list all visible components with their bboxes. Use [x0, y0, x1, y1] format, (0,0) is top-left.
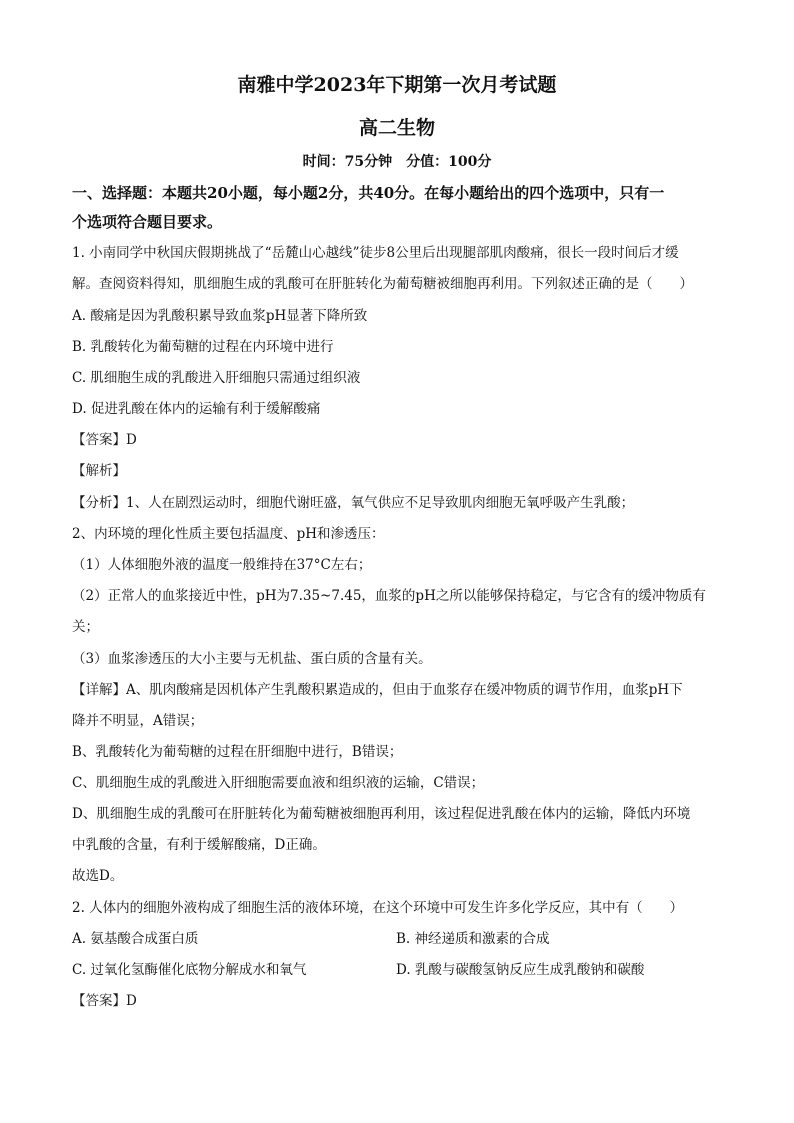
- q1-option-a: A. 酸痛是因为乳酸积累导致血浆pH显著下降所致: [72, 308, 368, 324]
- q1-analysis-line: 2、内环境的理化性质主要包括温度、pH和渗透压：: [72, 526, 385, 542]
- exam-title: 南雅中学2023年下期第一次月考试题: [237, 74, 557, 96]
- section-heading-line-2: 个选项符合题目要求。: [72, 213, 223, 231]
- q1-stem-line-2: 解。查阅资料得知，肌细胞生成的乳酸可在肝脏转化为葡萄糖被细胞再利用。下列叙述正确的是（ ）: [72, 276, 693, 292]
- subject-title: 高二生物: [358, 117, 435, 139]
- q2-options-row-2: [72, 960, 732, 980]
- q1-detail-line: 中乳酸的含量，有利于缓解酸痛，D正确。: [72, 837, 326, 853]
- q2-option-d: D. 乳酸与碳酸氢钠反应生成乳酸钠和碳酸: [396, 962, 645, 978]
- q1-detail-line: 降并不明显，A错误；: [72, 713, 204, 729]
- q2-option-c: C. 过氧化氢酶催化底物分解成水和氧气: [72, 962, 307, 978]
- q2-options-row-1: [72, 929, 732, 949]
- q1-analysis-line: 关；: [72, 619, 99, 635]
- q2-stem: 2. 人体内的细胞外液构成了细胞生活的液体环境，在这个环境中可发生许多化学反应，其中有（ ）: [72, 900, 684, 916]
- q1-detail-line: D、肌细胞生成的乳酸可在肝脏转化为葡萄糖被细胞再利用，该过程促进乳酸在体内的运输，降低内环境: [72, 806, 691, 822]
- section-heading-line-1: 一、选择题：本题共20小题，每小题2分，共40分。在每小题给出的四个选项中，只有一: [72, 184, 665, 202]
- q1-analysis-label: 【解析】: [72, 463, 126, 479]
- q2-answer: 【答案】D: [72, 993, 137, 1009]
- q1-detail-line: C、肌细胞生成的乳酸进入肝细胞需要血液和组织液的运输，C错误；: [72, 775, 485, 791]
- q1-stem-line-1: 1. 小南同学中秋国庆假期挑战了“岳麓山心越线”徒步8公里后出现腿部肌肉酸痛，很长一段时间后才缓: [72, 245, 679, 261]
- q2-option-b: B. 神经递质和激素的合成: [396, 931, 550, 947]
- q1-analysis-line: （1）人体细胞外液的温度一般维持在37°C左右；: [72, 557, 372, 573]
- exam-meta: 时间：75分钟 分值：100分: [302, 154, 492, 170]
- q1-option-c: C. 肌细胞生成的乳酸进入肝细胞只需通过组织液: [72, 370, 361, 386]
- q1-analysis-line: 【分析】1、人在剧烈运动时，细胞代谢旺盛，氧气供应不足导致肌肉细胞无氧呼吸产生乳酸；: [72, 495, 635, 511]
- q1-conclusion: 故选D。: [72, 868, 124, 884]
- q1-option-d: D. 促进乳酸在体内的运输有利于缓解酸痛: [72, 401, 321, 417]
- q1-detail-line: B、乳酸转化为葡萄糖的过程在肝细胞中进行，B错误；: [72, 744, 403, 760]
- q1-analysis-line: （2）正常人的血浆接近中性，pH为7.35~7.45，血浆的pH之所以能够保持稳定，与它含有的缓冲物质有: [72, 588, 706, 604]
- q1-detail-line: 【详解】A、肌肉酸痛是因机体产生乳酸积累造成的，但由于血浆存在缓冲物质的调节作用，血浆pH下: [72, 682, 683, 698]
- q1-analysis-line: （3）血浆渗透压的大小主要与无机盐、蛋白质的含量有关。: [72, 651, 432, 667]
- q1-answer: 【答案】D: [72, 432, 137, 448]
- q2-option-a: A. 氨基酸合成蛋白质: [72, 931, 199, 947]
- q1-option-b: B. 乳酸转化为葡萄糖的过程在内环境中进行: [72, 339, 334, 355]
